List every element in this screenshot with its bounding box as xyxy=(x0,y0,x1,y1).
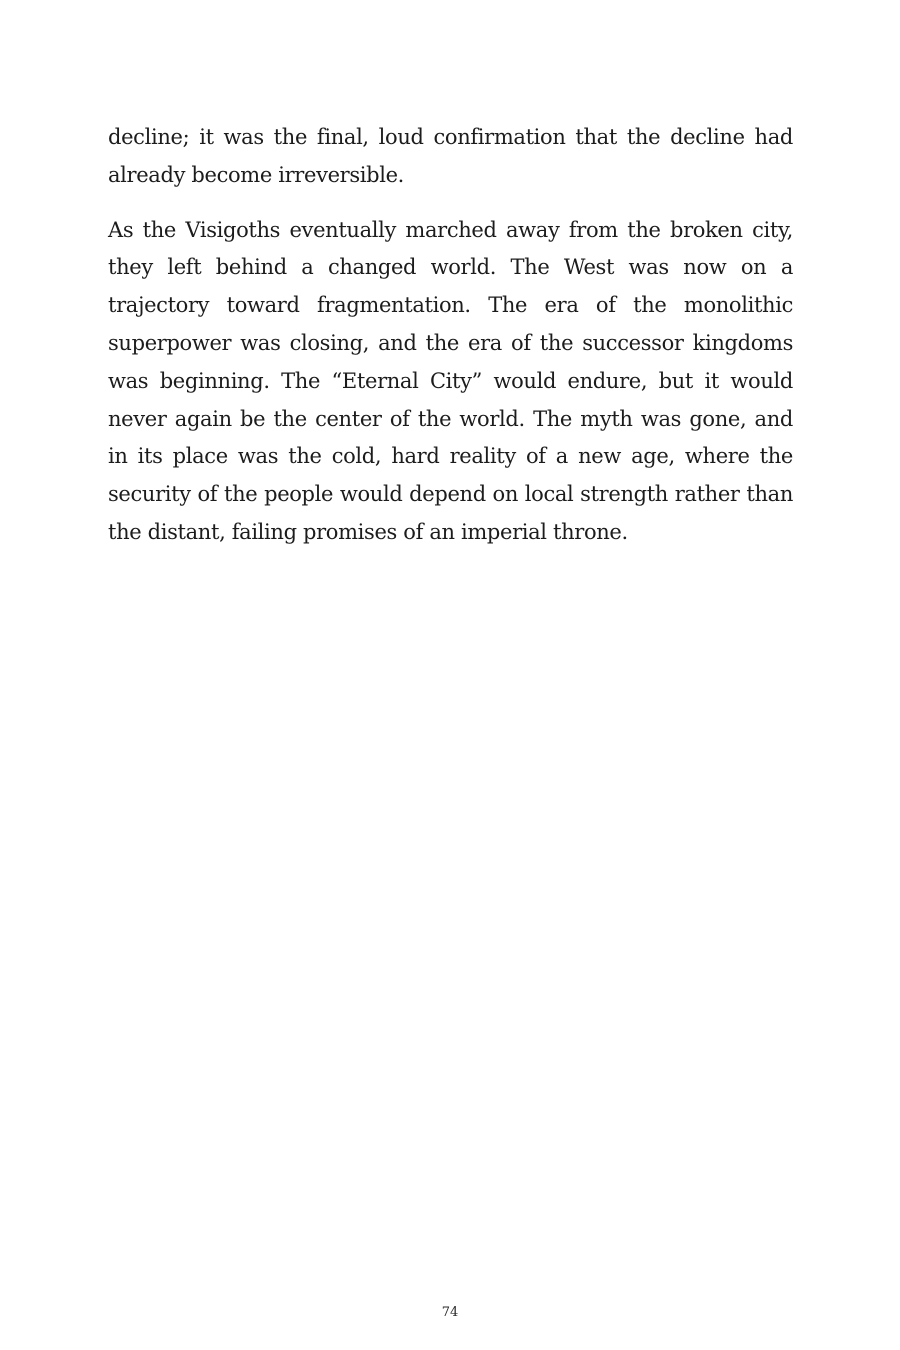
body-text xyxy=(108,119,793,552)
page-number: 74 xyxy=(441,1305,459,1320)
paragraph-continuation: decline; it was the final, loud confirmation that the decline had already become irreversible. xyxy=(108,125,793,187)
paragraph-visigoths: As the Visigoths eventually marched away from the broken city, they left behind a changed world. The West was now on a trajectory toward fragmentation. The era of the monolithic superpower was closing, and the era of the successor kingdoms was beginning. The “Eternal City” would endure, but it would never again be the center of the world. The myth was gone, and in its place was the cold, hard reality of a new age, where the security of the people would depend on local strength rather than the distant, failing promises of an imperial throne. xyxy=(108,217,793,544)
